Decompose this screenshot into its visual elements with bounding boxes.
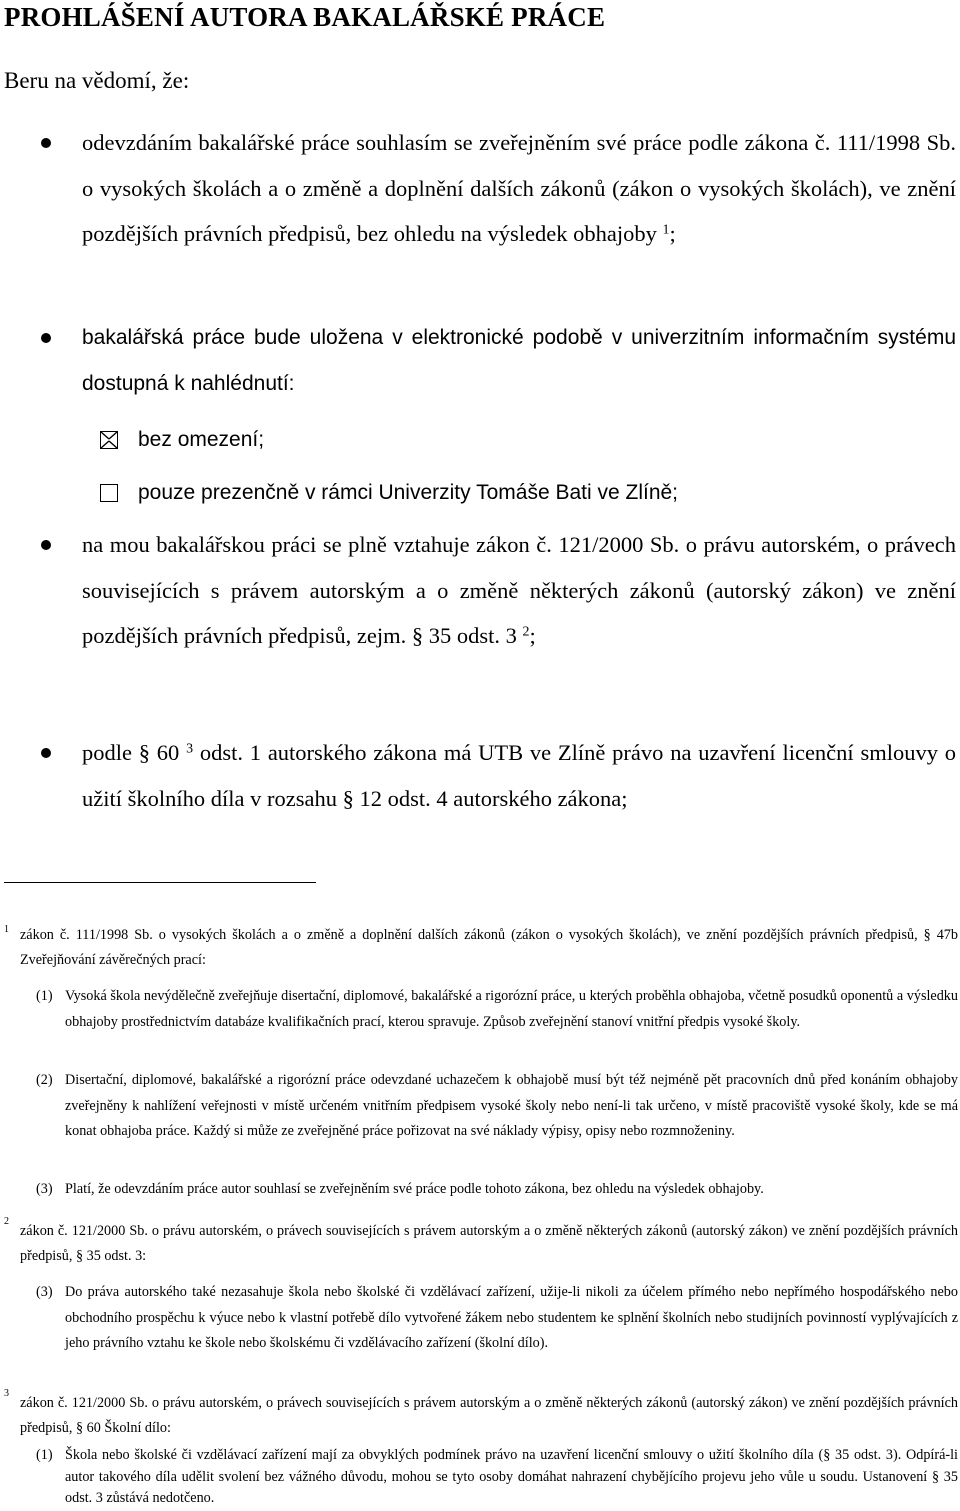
intro-text: Beru na vědomí, že:	[4, 68, 190, 93]
paragraph-number: (1)	[36, 1447, 53, 1463]
paragraph-text: Disertační, diplomové, bakalářské a rigorózní práce odevzdané uchazečem k obhajobě musí být též nejméně pět pracovních dnů před konáním obhajoby zveřejněny k nahlížení veřejnosti v místě určeném vnitřním předpisem vysoké školy nebo není-li tak určeno, v místě pracoviště vysoké školy, kde se má konat obhajoba práce. Každý si může ze zveřejněné práce pořizovat na své náklady výpisy, opisy nebo rozmnoženiny.	[65, 1072, 958, 1139]
paragraph-text: Vysoká škola nevýdělečně zveřejňuje disertační, diplomové, bakalářské a rigorózní práce, u kterých proběhla obhajoba, včetně posudků oponentů a výsledku obhajoby prostřednictvím databáze kvalifikačních prací, kterou spravuje. Způsob zveřejnění stanoví vnitřní předpis vysoké školy.	[65, 988, 958, 1030]
option-label: pouze prezenčně v rámci Univerzity Tomáše Bati ve Zlíně;	[138, 481, 679, 504]
bullet-dot	[41, 138, 51, 148]
bullet-text-main: podle § 60	[82, 740, 180, 765]
page-title: PROHLÁŠENÍ AUTORA BAKALÁŘSKÉ PRÁCE	[4, 2, 606, 32]
paragraph-number: (2)	[36, 1072, 53, 1088]
footnote-ref-3: 3	[186, 741, 194, 757]
paragraph-text: Škola nebo školské či vzdělávací zařízení mají za obvyklých podmínek právo na uzavření licenční smlouvy o užití školního díla (§ 35 odst. 3). Odpírá-li autor takového díla udělit svolení bez vážného důvodu, mohou se tyto osoby domáhat nahrazení chybějícího projevu jeho vůle u soudu. Ustanovení § 35 odst. 3 zůstává nedotčeno.	[65, 1447, 958, 1506]
footnote-separator	[4, 882, 316, 883]
bullet-dot	[41, 333, 51, 343]
bullet-text	[82, 120, 956, 257]
bullet-dot	[41, 540, 51, 550]
checkbox-checked-icon[interactable]	[100, 431, 118, 449]
footnote-text: zákon č. 121/2000 Sb. o právu autorském, o právech souvisejících s právem autorským a o změně některých zákonů (autorský zákon) ve znění pozdějších právních předpisů, § 35 odst. 3:	[20, 1223, 958, 1264]
footnote-number: 3	[4, 1388, 9, 1399]
option-label: bez omezení;	[138, 428, 265, 451]
bullet-dot	[41, 748, 51, 758]
paragraph-number: (3)	[36, 1284, 53, 1300]
checkbox-empty-icon[interactable]	[100, 484, 118, 502]
paragraph-text: Do práva autorského také nezasahuje škola nebo školské či vzdělávací zařízení, užije-li nikoli za účelem přímého nebo nepřímého hospodářského nebo obchodního prospěchu k výuce nebo k vlastní potřebě dílo vytvořené žákem nebo studentem ke splnění školních nebo studijních povinností vyplývajících z jeho právního vztahu ke škole nebo školskému či vzdělávacího zařízení (školní dílo).	[65, 1284, 958, 1351]
option-no-restriction[interactable]	[100, 428, 264, 452]
bullet-text-end: ;	[529, 623, 536, 648]
footnote-number: 1	[4, 924, 9, 935]
bullet-text-rest: odst. 1 autorského zákona má UTB ve Zlíně právo na uzavření licenční smlouvy o užití školního díla v rozsahu § 12 odst. 4 autorského zákona;	[82, 740, 956, 811]
option-on-site-only[interactable]	[100, 481, 678, 505]
bullet-text-end: ;	[669, 221, 676, 246]
footnote-ref-2: 2	[522, 624, 530, 640]
bullet-text	[82, 730, 956, 821]
footnote-text: zákon č. 111/1998 Sb. o vysokých školách a o změně a doplnění dalších zákonů (zákon o vysokých školách), ve znění pozdějších právních předpisů, § 47b Zveřejňování závěrečných prací:	[20, 927, 958, 968]
footnote-ref-1: 1	[662, 222, 670, 238]
footnote-number: 2	[4, 1216, 9, 1227]
paragraph-text: Platí, že odevzdáním práce autor souhlasí se zveřejněním své práce podle tohoto zákona, bez ohledu na výsledek obhajoby.	[65, 1181, 764, 1197]
paragraph-number: (3)	[36, 1181, 53, 1197]
bullet-text	[82, 522, 956, 659]
bullet-text-main: odevzdáním bakalářské práce souhlasím se zveřejněním své práce podle zákona č. 111/1998 Sb. o vysokých školách a o změně a doplnění dalších zákonů (zákon o vysokých školách), ve znění pozdějších právních předpisů, bez ohledu na výsledek obhajoby	[82, 130, 956, 246]
bullet-text: bakalářská práce bude uložena v elektronické podobě v univerzitním informačním systému dostupná k nahlédnutí:	[82, 326, 956, 395]
bullet-text-main: na mou bakalářskou práci se plně vztahuje zákon č. 121/2000 Sb. o právu autorském, o právech souvisejících s právem autorským a o změně některých zákonů (autorský zákon) ve znění pozdějších právních předpisů, zejm. § 35 odst. 3	[82, 532, 956, 648]
paragraph-number: (1)	[36, 988, 53, 1004]
footnote-text: zákon č. 121/2000 Sb. o právu autorském, o právech souvisejících s právem autorským a o změně některých zákonů (autorský zákon) ve znění pozdějších právních předpisů, § 60 Školní dílo:	[20, 1395, 958, 1436]
